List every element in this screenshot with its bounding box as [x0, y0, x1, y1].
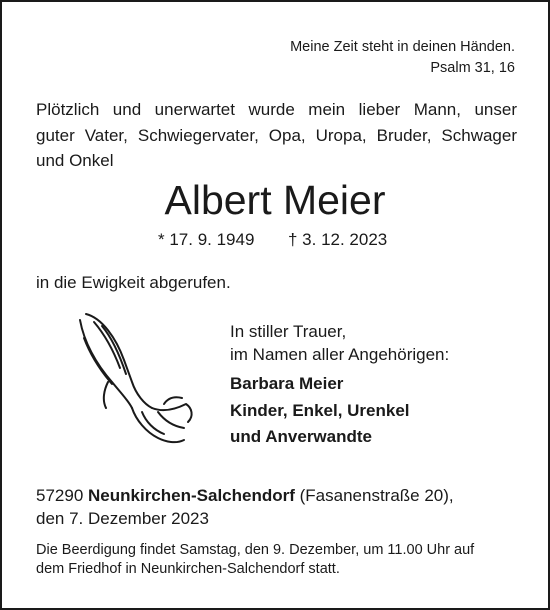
death-date: † 3. 12. 2023 — [288, 230, 388, 249]
town-name: Neunkirchen-Salchendorf — [88, 486, 295, 505]
mourning-line: In stiller Trauer, — [230, 322, 347, 341]
praying-hands-icon — [72, 308, 198, 446]
mourner-name: Barbara Meier — [230, 374, 344, 393]
birth-date: * 17. 9. 1949 — [158, 230, 255, 249]
intro-line: guter Vater, Schwiegervater, Opa, Uropa, Bruder, Schwager — [36, 125, 517, 145]
intro-line: Plötzlich und unerwartet wurde mein lieber Mann, unser — [36, 100, 517, 119]
mourning-line: im Namen aller Angehörigen: — [230, 345, 450, 364]
funeral-info-line: Die Beerdigung findet Samstag, den 9. Dezember, um 11.00 Uhr auf — [36, 542, 475, 558]
bible-quote: Meine Zeit steht in deinen Händen. — [290, 39, 515, 55]
street-address: (Fasanenstraße 20), — [299, 486, 454, 505]
notice-date: den 7. Dezember 2023 — [36, 509, 209, 528]
mourner-name: Kinder, Enkel, Urenkel — [230, 401, 410, 420]
intro-line: und Onkel — [36, 151, 114, 170]
address-line — [36, 484, 454, 508]
bible-reference: Psalm 31, 16 — [430, 60, 515, 76]
deceased-name: Albert Meier — [164, 177, 386, 223]
called-to-eternity-text: in die Ewigkeit abgerufen. — [36, 273, 231, 292]
funeral-info-line: dem Friedhof in Neunkirchen-Salchendorf statt. — [36, 561, 340, 577]
postal-code: 57290 — [36, 486, 84, 505]
mourner-name: und Anverwandte — [230, 427, 372, 446]
intro-text — [36, 97, 517, 174]
